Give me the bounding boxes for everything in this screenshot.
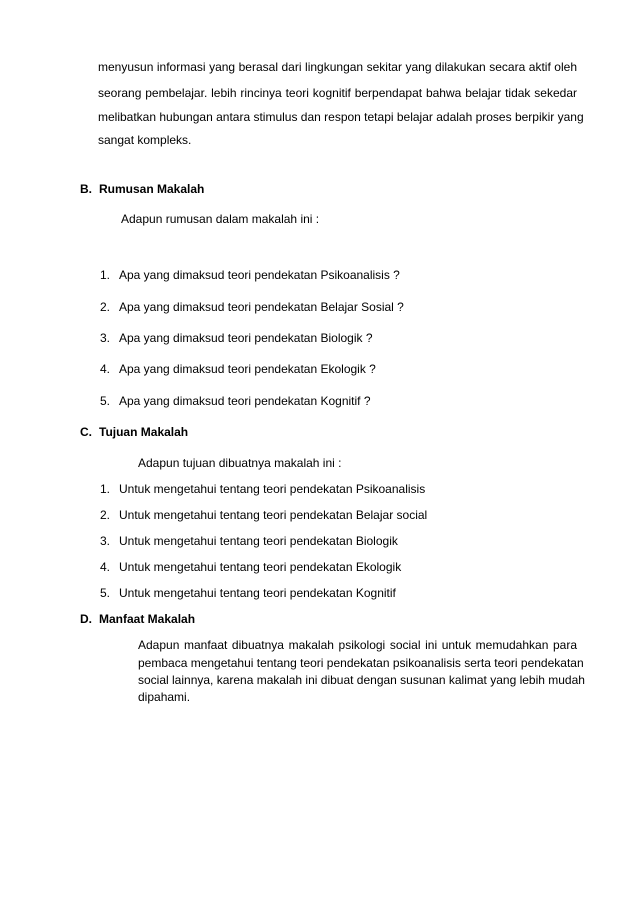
list-number: 4. xyxy=(100,560,111,574)
list-number: 1. xyxy=(100,482,111,496)
intro-line: menyusun informasi yang berasal dari lingkungan sekitar yang dilakukan secara aktif oleh xyxy=(98,60,577,74)
section-letter: B. xyxy=(80,182,92,196)
list-item: Apa yang dimaksud teori pendekatan Biologik ? xyxy=(119,331,373,345)
list-item: Untuk mengetahui tentang teori pendekatan Ekologik xyxy=(119,560,402,574)
section-intro: Adapun tujuan dibuatnya makalah ini : xyxy=(138,456,342,470)
list-number: 3. xyxy=(100,331,111,345)
list-item: Untuk mengetahui tentang teori pendekatan Psikoanalisis xyxy=(119,482,426,496)
list-number: 3. xyxy=(100,534,111,548)
section-intro: Adapun rumusan dalam makalah ini : xyxy=(121,212,320,226)
intro-line: melibatkan hubungan antara stimulus dan respon tetapi belajar adalah proses berpikir yang xyxy=(98,110,584,124)
intro-line: sangat kompleks. xyxy=(98,133,192,147)
section-heading: Rumusan Makalah xyxy=(99,182,205,196)
list-item: Untuk mengetahui tentang teori pendekatan Biologik xyxy=(119,534,398,548)
intro-line: seorang pembelajar. lebih rincinya teori kognitif berpendapat bahwa belajar tidak sekedar xyxy=(98,86,577,100)
list-item: Apa yang dimaksud teori pendekatan Psikoanalisis ? xyxy=(119,268,400,282)
list-number: 5. xyxy=(100,394,111,408)
list-number: 4. xyxy=(100,362,111,376)
list-number: 2. xyxy=(100,300,111,314)
list-item: Apa yang dimaksud teori pendekatan Ekologik ? xyxy=(119,362,376,376)
paragraph-line: pembaca mengetahui tentang teori pendekatan psikoanalisis serta teori pendekatan xyxy=(138,656,584,670)
section-letter: C. xyxy=(80,425,92,439)
list-item: Untuk mengetahui tentang teori pendekatan Belajar social xyxy=(119,508,428,522)
list-number: 2. xyxy=(100,508,111,522)
list-item: Untuk mengetahui tentang teori pendekatan Kognitif xyxy=(119,586,396,600)
paragraph-line: dipahami. xyxy=(138,690,191,704)
section-letter: D. xyxy=(80,612,92,626)
section-heading: Tujuan Makalah xyxy=(99,425,189,439)
list-number: 1. xyxy=(100,268,111,282)
paragraph-line: social lainnya, karena makalah ini dibuat dengan susunan kalimat yang lebih mudah xyxy=(138,673,585,687)
list-item: Apa yang dimaksud teori pendekatan Belajar Sosial ? xyxy=(119,300,404,314)
list-item: Apa yang dimaksud teori pendekatan Kognitif ? xyxy=(119,394,371,408)
paragraph-line: Adapun manfaat dibuatnya makalah psikologi social ini untuk memudahkan para xyxy=(138,638,577,652)
list-number: 5. xyxy=(100,586,111,600)
section-heading: Manfaat Makalah xyxy=(99,612,196,626)
